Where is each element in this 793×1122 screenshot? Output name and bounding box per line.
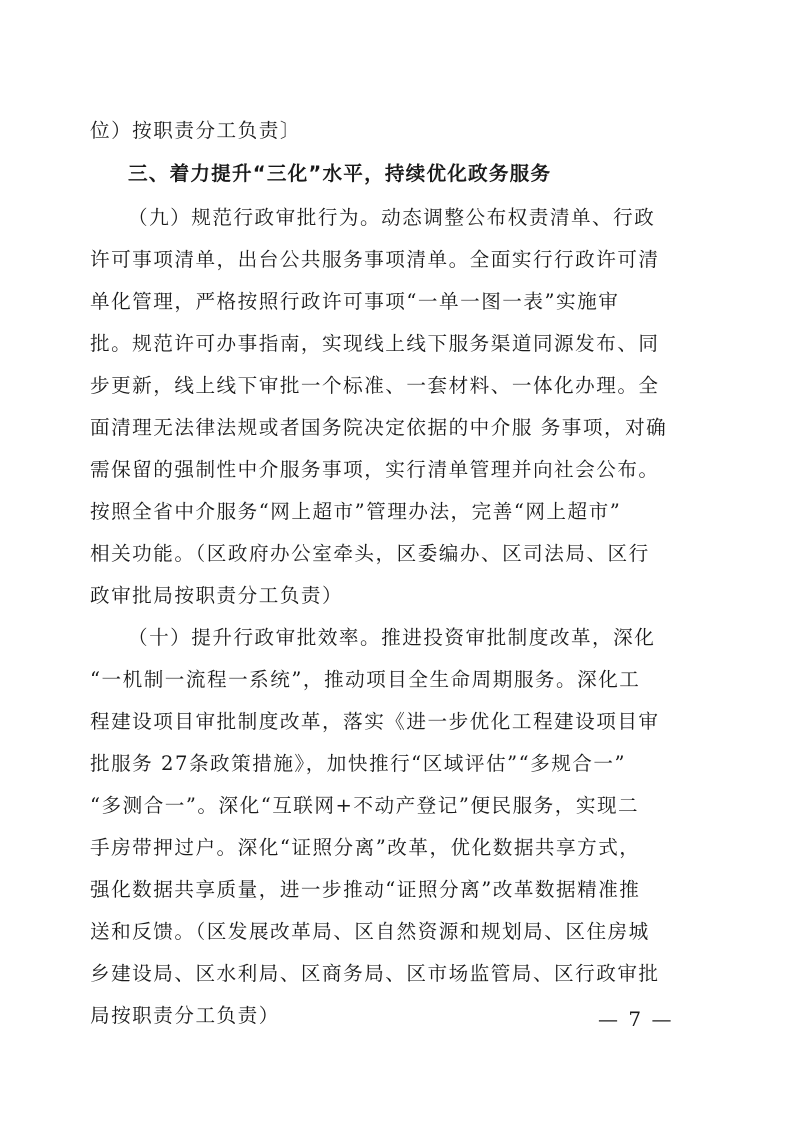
paragraph-10-line-5: “多测合一”。深化“互联网+不动产登记”便民服务，实现二 [90,794,640,817]
paragraph-9-line-9: 相关功能。（区政府办公室牵头，区委编办、区司法局、区行 [90,542,650,565]
paragraph-10-line-8: 送和反馈。（区发展改革局、区自然资源和规划局、区住房城 [90,920,650,943]
paragraph-10-line-3: 程建设项目审批制度改革，落实《进一步优化工程建设项目审 [90,710,660,733]
paragraph-10-line-1: （十）提升行政审批效率。推进投资审批制度改革，深化 [128,626,656,649]
section-heading-3: 三、着力提升“三化”水平，持续优化政务服务 [128,162,552,185]
paragraph-10-line-2: “一机制一流程一系统”，推动项目全生命周期服务。深化工 [90,668,641,691]
paragraph-9-line-7: 需保留的强制性中介服务事项，实行清单管理并向社会公布。 [90,458,660,481]
paragraph-10-line-7: 强化数据共享质量，进一步推动“证照分离”改革数据精准推 [90,878,641,901]
paragraph-10-line-6: 手房带押过户。深化“证照分离”改革，优化数据共享方式， [90,836,641,859]
paragraph-9-line-3: 单化管理，严格按照行政许可事项“一单一图一表”实施审 [90,290,620,313]
text-line-1: 位）按职责分工负责〕 [90,119,301,142]
paragraph-9-line-2: 许可事项清单，出台公共服务事项清单。全面实行行政许可清 [90,248,660,271]
paragraph-9-line-6: 面清理无法律法规或者国务院决定依据的中介服 务事项，对确 [90,416,668,439]
paragraph-9-line-10: 政审批局按职责分工负责） [90,584,344,607]
paragraph-10-line-4: 批服务 27条政策措施》，加快推行“区域评估”“多规合一” [90,752,626,775]
paragraph-10-line-9: 乡建设局、区水利局、区商务局、区市场监管局、区行政审批 [90,962,660,985]
paragraph-9-line-1: （九）规范行政审批行为。动态调整公布权责清单、行政 [128,206,656,229]
paragraph-9-line-4: 批。规范许可办事指南，实现线上线下服务渠道同源发布、同 [90,332,660,355]
page-number: — 7 — [598,1007,674,1031]
paragraph-9-line-8: 按照全省中介服务“网上超市”管理办法，完善“网上超市” [90,500,622,523]
paragraph-9-line-5: 步更新，线上线下审批一个标准、一套材料、一体化办理。全 [90,374,660,397]
paragraph-10-line-10: 局按职责分工负责） [90,1004,280,1027]
